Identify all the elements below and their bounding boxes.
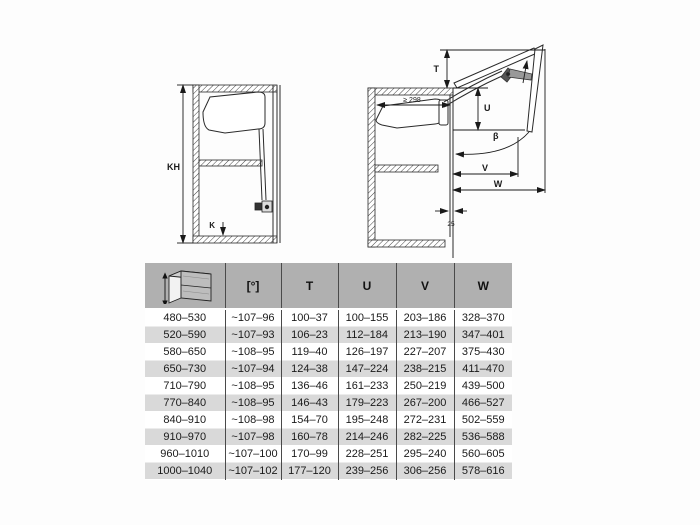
u-label: U <box>484 103 491 113</box>
front-plane-lines <box>450 88 453 258</box>
table-row <box>145 429 512 446</box>
cell-kh: 840–910 <box>145 412 225 429</box>
offset-label: 25 <box>447 221 455 228</box>
cell-kh: 770–840 <box>145 395 225 412</box>
cell-v: 203–186 <box>396 309 454 327</box>
table-row <box>145 412 512 429</box>
table-row <box>145 378 512 395</box>
table-row <box>145 463 512 480</box>
cell-t: 124–38 <box>281 361 338 378</box>
cell-v: 227–207 <box>396 344 454 361</box>
cell-u: 161–233 <box>338 378 396 395</box>
table-row <box>145 395 512 412</box>
cell-w: 536–588 <box>461 431 505 443</box>
cell-t: 136–46 <box>281 378 338 395</box>
table-row <box>145 361 512 378</box>
w-label: W <box>493 179 503 189</box>
hinge-bracket <box>255 201 272 212</box>
cell-w: 560–605 <box>461 448 505 460</box>
cell-u: 214–246 <box>338 429 396 446</box>
cell-v: 267–200 <box>396 395 454 412</box>
hinge-fitting <box>501 68 532 82</box>
cell-angle: ~107–102 <box>225 463 281 480</box>
cell-w: 347–401 <box>461 329 505 341</box>
cell-v: 295–240 <box>396 446 454 463</box>
cabinet-height-icon <box>153 264 217 304</box>
open-cabinet-diagram <box>355 25 570 265</box>
cell-t: 100–37 <box>281 309 338 327</box>
spec-table-header <box>145 263 512 309</box>
cell-kh: 1000–1040 <box>145 463 225 480</box>
cell-w: 466–527 <box>461 397 505 409</box>
cell-u: 179–223 <box>338 395 396 412</box>
cell-t: 160–78 <box>281 429 338 446</box>
cell-t: 177–120 <box>281 463 338 480</box>
kh-header-cell <box>145 263 225 309</box>
col-header-w: W <box>454 263 512 309</box>
v-label: V <box>481 163 489 173</box>
lift-arm-mechanism <box>203 92 266 200</box>
col-header-v: V <box>396 263 454 309</box>
cell-w: 411–470 <box>462 363 505 375</box>
cell-t: 170–99 <box>281 446 338 463</box>
cell-w: 375–430 <box>461 346 505 358</box>
cell-angle: ~108–95 <box>225 344 281 361</box>
kh-label: KH <box>167 162 180 172</box>
t-label: T <box>433 64 439 74</box>
cell-u: 228–251 <box>338 446 396 463</box>
min-depth-label: ≥ 298 <box>403 97 421 104</box>
col-header-t: T <box>281 263 338 309</box>
cell-t: 119–40 <box>281 344 338 361</box>
cell-angle: ~107–93 <box>225 327 281 344</box>
cell-t: 106–23 <box>281 327 338 344</box>
cell-v: 213–190 <box>396 327 454 344</box>
cell-kh: 650–730 <box>145 361 225 378</box>
spec-table <box>145 263 512 480</box>
cell-kh: 580–650 <box>145 344 225 361</box>
cell-w: 328–370 <box>461 312 505 324</box>
cell-u: 112–184 <box>338 327 396 344</box>
cell-angle: ~107–98 <box>225 429 281 446</box>
cell-kh: 480–530 <box>145 309 225 327</box>
cell-kh: 520–590 <box>145 327 225 344</box>
cell-t: 146–43 <box>281 395 338 412</box>
cell-w: 439–500 <box>461 380 505 392</box>
lift-arm-mechanism <box>376 71 502 128</box>
cell-u: 195–248 <box>338 412 396 429</box>
cell-v: 250–219 <box>396 378 454 395</box>
cell-angle: ~107–100 <box>225 446 281 463</box>
table-row <box>145 446 512 463</box>
cell-angle: ~107–96 <box>225 309 281 327</box>
cell-angle: ~108–98 <box>225 412 281 429</box>
table-row <box>145 309 512 327</box>
closed-cabinet-diagram <box>155 30 355 260</box>
spec-table-body <box>145 309 512 480</box>
cell-t: 154–70 <box>281 412 338 429</box>
cell-v: 282–225 <box>396 429 454 446</box>
cell-v: 238–215 <box>396 361 454 378</box>
cell-v: 306–256 <box>396 463 454 480</box>
cell-w: 502–559 <box>461 414 505 426</box>
cell-angle: ~108–95 <box>225 395 281 412</box>
col-header-u: U <box>338 263 396 309</box>
cell-u: 239–256 <box>338 463 396 480</box>
cell-kh: 960–1010 <box>145 446 225 463</box>
col-header-angle: [°] <box>225 263 281 309</box>
cell-angle: ~108–95 <box>225 378 281 395</box>
k-label: K <box>209 221 215 230</box>
cell-angle: ~107–94 <box>225 361 281 378</box>
cell-w: 578–616 <box>461 465 505 477</box>
closed-door-front <box>273 85 280 243</box>
cell-u: 126–197 <box>338 344 396 361</box>
table-row <box>145 344 512 361</box>
cell-u: 100–155 <box>338 309 396 327</box>
cell-v: 272–231 <box>396 412 454 429</box>
cell-u: 147–224 <box>338 361 396 378</box>
table-row <box>145 327 512 344</box>
cell-kh: 910–970 <box>145 429 225 446</box>
cell-kh: 710–790 <box>145 378 225 395</box>
angle-label: β <box>493 131 499 141</box>
